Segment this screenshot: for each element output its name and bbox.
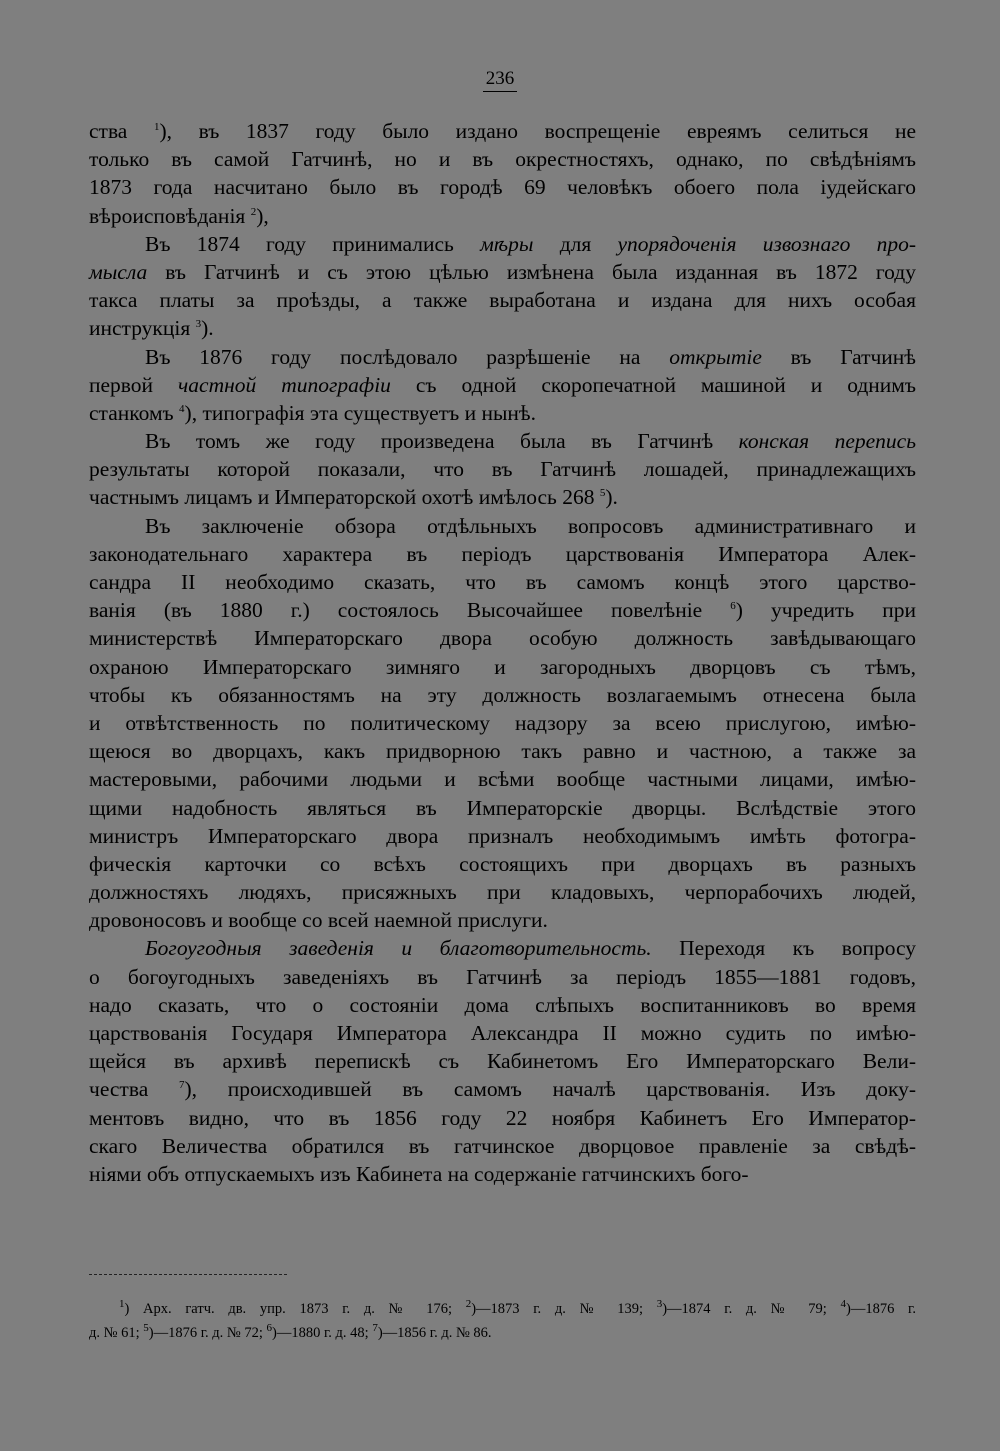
paragraph	[89, 427, 916, 512]
text-line: ванія (въ 1880 г.) состоялось Высочайшее повелѣніе $^6$) учредить при	[89, 598, 916, 623]
text-line: ментовъ видно, что въ 1856 году 22 ноября Кабинетъ Его Император-	[89, 1105, 916, 1130]
text-line: надо сказать, что о состояніи дома слѣпыхъ воспитанниковъ во время	[89, 992, 916, 1017]
text-line: охраною Императорскаго зимняго и загородныхъ дворцовъ съ тѣмъ,	[89, 654, 916, 679]
footnote-marker: 4	[179, 402, 185, 415]
text-line: Въ 1876 году послѣдовало разрѣшеніе на открытіе въ Гатчинѣ	[145, 344, 916, 369]
text-line: станкомъ $^4$), типографія эта существуетъ и нынѣ.	[89, 400, 536, 425]
text-line: Въ 1874 году принимались мѣры для упорядоченія извознаго про-	[145, 231, 916, 256]
text-line: должностяхъ людяхъ, присяжныхъ при кладовыхъ, черпорабочихъ людей,	[89, 880, 916, 905]
text-line: первой частной типографіи съ одной скоропечатной машиной и однимъ	[89, 372, 916, 397]
body-text	[89, 117, 916, 1188]
text-line: сандра II необходимо сказать, что въ самомъ концѣ этого царство-	[89, 570, 916, 594]
text-line: частнымъ лицамъ и Императорской охотѣ имѣлось 268 $^5$).	[89, 485, 618, 510]
text-line: Въ томъ же году произведена была въ Гатчинѣ конская перепись	[145, 429, 916, 454]
text-line: щеюся во дворцахъ, какъ придворною такъ равно и частною, а также за	[89, 739, 916, 764]
text-line: мысла въ Гатчинѣ и съ этою цѣлью измѣнена была изданная въ 1872 году	[89, 259, 916, 284]
text-line: только въ самой Гатчинѣ, но и въ окрестностяхъ, однако, по свѣдѣніямъ	[89, 147, 916, 172]
footnote-marker: 7	[178, 1079, 185, 1092]
footnote-marker: 5	[599, 487, 606, 500]
text-line: такса платы за проѣзды, а также выработана и издана для нихъ особая	[89, 288, 916, 313]
text-line: министерствѣ Императорскаго двора особую должность завѣдывающаго	[89, 626, 916, 651]
italic-text: мысла	[89, 259, 148, 284]
footnote-marker: 6	[730, 600, 736, 613]
text-line: Въ заключеніе обзора отдѣльныхъ вопросовъ административнаго и	[145, 513, 916, 538]
footnote-marker: 3	[656, 1298, 663, 1311]
text-line: чества $^7$), происходившей въ самомъ началѣ царствованія. Изъ доку-	[89, 1077, 916, 1102]
paragraph	[89, 117, 916, 230]
paragraph	[89, 230, 916, 343]
footnote-marker: 1	[119, 1298, 125, 1311]
footnote-marker: 2	[465, 1298, 472, 1311]
footnote-marker: 6	[266, 1322, 273, 1335]
text-line: щейся въ архивѣ перепискѣ съ Кабинетомъ Его Императорскаго Вели-	[89, 1049, 916, 1074]
text-line: министръ Императорскаго двора призналъ необходимымъ имѣть фотогра-	[89, 823, 916, 848]
footnote-marker: 7	[372, 1322, 378, 1335]
text-line: ніями объ отпускаемыхъ изъ Кабинета на содержаніе гатчинскихъ бого-	[89, 1161, 749, 1186]
italic-text: открытіе	[669, 344, 762, 369]
footnote-marker: 4	[840, 1298, 846, 1311]
page-number	[0, 68, 1000, 92]
italic-text: мѣры	[480, 231, 534, 256]
text-line: Богоугодныя заведенія и благотворительность. Переходя къ вопросу	[145, 936, 916, 961]
italic-text: частной типографіи	[178, 372, 391, 397]
text-line: инструкція $^3$).	[89, 316, 214, 341]
text-line: и отвѣтственность по политическому надзору за всею прислугою, имѣю-	[89, 710, 916, 735]
text-line: законодательнаго характера въ періодъ царствованія Императора Алек-	[89, 541, 916, 566]
text-line: скаго Величества обратился въ гатчинское дворцовое правленіе за свѣдѣ-	[89, 1133, 916, 1158]
footnote-line: $^1$) Арх. гатч. дв. упр. 1873 г. д. № 176; $^2$)—1873 г. д. № 139; $^3$)—1874 г. д. № 79; $^4$)—1876 г.	[119, 1298, 916, 1317]
text-line: дровоносовъ и вообще со всей наемной прислуги.	[89, 908, 548, 933]
paragraph	[89, 934, 916, 1188]
italic-text: Богоугодныя заведенія и благотворительность.	[145, 936, 652, 961]
footnotes	[89, 1297, 916, 1345]
paragraph	[89, 512, 916, 935]
text-line: вѣроисповѣданія $^2$),	[89, 203, 269, 228]
text-line: мастеровыми, рабочими людьми и всѣми вообще частными лицами, имѣю-	[89, 767, 916, 792]
text-line: щими надобность являться въ Императорскіе дворцы. Вслѣдствіе этого	[89, 795, 916, 820]
footnote-line: д. № 61; $^5$)—1876 г. д. № 72; $^6$)—1880 г. д. 48; $^7$)—1856 г. д. № 86.	[89, 1322, 492, 1341]
text-line: результаты которой показали, что въ Гатчинѣ лошадей, принадлежащихъ	[89, 457, 916, 482]
footnote-marker: 3	[195, 318, 202, 331]
text-line: чтобы къ обязанностямъ на эту должность возлагаемымъ отнесена была	[89, 682, 916, 707]
text-line: 1873 года насчитано было въ городѣ 69 человѣкъ обоего пола іудейскаго	[89, 175, 916, 200]
footnote-marker: 5	[143, 1322, 149, 1335]
page-number-text: 236	[483, 68, 518, 92]
text-line: о богоугодныхъ заведеніяхъ въ Гатчинѣ за періодъ 1855—1881 годовъ,	[89, 964, 916, 989]
text-line: царствованія Государя Императора Александра II можно судить по имѣю-	[89, 1021, 916, 1045]
footnote-marker: 1	[153, 120, 160, 133]
italic-text: упорядоченія извознаго про-	[617, 231, 916, 256]
italic-text: конская перепись	[738, 429, 916, 454]
footnote-marker: 2	[250, 205, 257, 218]
paragraph	[89, 343, 916, 428]
text-line: фическія карточки со всѣхъ состоящихъ при дворцахъ въ разныхъ	[89, 851, 916, 876]
footnote-separator	[89, 1274, 287, 1275]
text-line: ства $^1$), въ 1837 году было издано воспрещеніе евреямъ селиться не	[89, 119, 916, 143]
